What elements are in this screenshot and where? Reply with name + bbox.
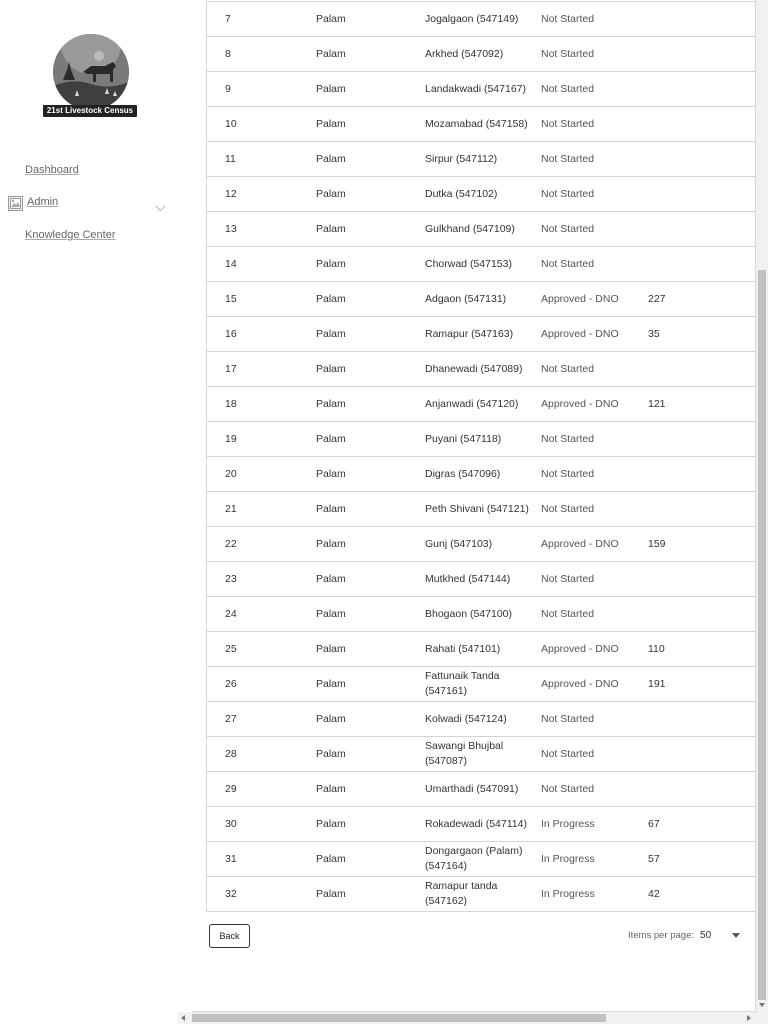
- scroll-right-arrow-icon[interactable]: [747, 1015, 751, 1021]
- row-village: Ramapur (547163): [425, 327, 514, 340]
- row-number: 26: [225, 678, 237, 690]
- row-block: Palam: [316, 293, 346, 305]
- row-number: 13: [225, 223, 237, 235]
- row-village: Dongargaon (Palam) (547164): [425, 845, 523, 872]
- row-block: Palam: [316, 188, 346, 200]
- row-status: Not Started: [541, 748, 595, 760]
- table-row: [207, 317, 756, 352]
- row-status: Approved - DNO: [541, 538, 619, 550]
- row-status: Not Started: [541, 468, 595, 480]
- row-village: Umarthadi (547091): [425, 782, 519, 795]
- row-status: Approved - DNO: [541, 328, 619, 340]
- row-block: Palam: [316, 538, 346, 550]
- table-row: [207, 387, 756, 422]
- table-row: [207, 2, 756, 37]
- row-block: Palam: [316, 748, 346, 760]
- row-block: Palam: [316, 363, 346, 375]
- row-status: Not Started: [541, 503, 595, 515]
- row-number: 17: [225, 363, 237, 375]
- row-status: Not Started: [541, 118, 595, 130]
- row-count: 121: [648, 398, 666, 410]
- row-status: Not Started: [541, 188, 595, 200]
- row-block: Palam: [316, 48, 346, 60]
- items-per-page-select[interactable]: 50: [700, 929, 712, 941]
- row-status: Not Started: [541, 153, 595, 165]
- row-number: 31: [225, 853, 237, 865]
- census-logo: [43, 34, 139, 120]
- broken-image-icon: [8, 196, 23, 211]
- row-status: Approved - DNO: [541, 398, 619, 410]
- row-number: 32: [225, 888, 237, 900]
- row-status: Not Started: [541, 713, 595, 725]
- row-number: 22: [225, 538, 237, 550]
- row-status: Not Started: [541, 433, 595, 445]
- row-count: 42: [648, 888, 660, 900]
- row-number: 24: [225, 608, 237, 620]
- row-number: 9: [225, 83, 231, 95]
- row-village: Jogalgaon (547149): [425, 12, 519, 25]
- row-count: 159: [648, 538, 666, 550]
- table-row: [207, 212, 756, 247]
- row-block: Palam: [316, 433, 346, 445]
- scroll-down-arrow-icon[interactable]: [759, 1003, 765, 1007]
- table-row: [207, 772, 756, 807]
- row-block: Palam: [316, 573, 346, 585]
- table-row: [207, 177, 756, 212]
- table-row: [207, 597, 756, 632]
- row-status: Not Started: [541, 223, 595, 235]
- row-block: Palam: [316, 818, 346, 830]
- table-row: [207, 142, 756, 177]
- row-block: Palam: [316, 118, 346, 130]
- chevron-down-icon[interactable]: [155, 199, 166, 217]
- row-block: Palam: [316, 398, 346, 410]
- row-block: Palam: [316, 678, 346, 690]
- table-row: [207, 247, 756, 282]
- row-count: 191: [648, 678, 666, 690]
- row-status: In Progress: [541, 853, 595, 865]
- row-status: Not Started: [541, 573, 595, 585]
- row-status: Not Started: [541, 608, 595, 620]
- table-row: [207, 667, 756, 702]
- row-village: Chorwad (547153): [425, 257, 512, 270]
- row-village: Peth Shivani (547121): [425, 502, 529, 515]
- row-number: 27: [225, 713, 237, 725]
- row-status: Not Started: [541, 48, 595, 60]
- row-number: 28: [225, 748, 237, 760]
- row-count: 67: [648, 818, 660, 830]
- row-village: Gunj (547103): [425, 537, 493, 550]
- row-status: Not Started: [541, 83, 595, 95]
- row-status: Not Started: [541, 363, 595, 375]
- horizontal-scroll-thumb[interactable]: [192, 1014, 606, 1022]
- row-block: Palam: [316, 608, 346, 620]
- row-block: Palam: [316, 783, 346, 795]
- livestock-emblem-icon: [53, 34, 129, 110]
- table-row: [207, 492, 756, 527]
- row-village: Bhogaon (547100): [425, 607, 512, 620]
- row-number: 30: [225, 818, 237, 830]
- village-status-table: [206, 1, 756, 912]
- table-row: [207, 527, 756, 562]
- row-number: 7: [225, 13, 231, 25]
- row-status: Not Started: [541, 13, 595, 25]
- table-row: [207, 352, 756, 387]
- row-village: Sawangi Bhujbal (547087): [425, 740, 504, 767]
- row-block: Palam: [316, 328, 346, 340]
- nav-knowledge-center[interactable]: Knowledge Center: [25, 229, 116, 241]
- logo-banner-text: 21st Livestock Census: [43, 105, 137, 117]
- row-block: Palam: [316, 223, 346, 235]
- table-row: [207, 72, 756, 107]
- row-block: Palam: [316, 83, 346, 95]
- row-block: Palam: [316, 153, 346, 165]
- table-row: [207, 37, 756, 72]
- row-village: Anjanwadi (547120): [425, 397, 519, 410]
- table-row: [207, 842, 756, 877]
- row-block: Palam: [316, 13, 346, 25]
- row-number: 8: [225, 48, 231, 60]
- row-number: 15: [225, 293, 237, 305]
- row-count: 227: [648, 293, 666, 305]
- row-status: Approved - DNO: [541, 643, 619, 655]
- nav-dashboard[interactable]: Dashboard: [25, 164, 79, 176]
- row-number: 12: [225, 188, 237, 200]
- row-village: Kolwadi (547124): [425, 712, 507, 725]
- row-village: Sirpur (547112): [425, 152, 498, 165]
- row-count: 35: [648, 328, 660, 340]
- row-status: Approved - DNO: [541, 678, 619, 690]
- row-number: 19: [225, 433, 237, 445]
- table-row: [207, 107, 756, 142]
- nav-admin[interactable]: Admin: [27, 196, 59, 208]
- paginator: [628, 927, 740, 943]
- table-row: [207, 422, 756, 457]
- main-panel: [192, 0, 756, 1012]
- vertical-scrollbar[interactable]: [756, 0, 768, 1012]
- row-village: Adgaon (547131): [425, 292, 507, 305]
- row-block: Palam: [316, 643, 346, 655]
- table-row: [207, 562, 756, 597]
- row-status: In Progress: [541, 818, 595, 830]
- items-per-page-label: Items per page:: [628, 929, 695, 941]
- table-row: [207, 877, 756, 912]
- row-village: Arkhed (547092): [425, 47, 504, 60]
- row-status: In Progress: [541, 888, 595, 900]
- row-number: 21: [225, 503, 237, 515]
- scroll-left-arrow-icon[interactable]: [181, 1015, 185, 1021]
- row-village: Dutka (547102): [425, 187, 498, 200]
- row-block: Palam: [316, 713, 346, 725]
- row-village: Rahati (547101): [425, 642, 501, 655]
- table-row: [207, 282, 756, 317]
- back-button[interactable]: Back: [209, 924, 250, 948]
- row-block: Palam: [316, 503, 346, 515]
- row-number: 23: [225, 573, 237, 585]
- table-row: [207, 457, 756, 492]
- row-number: 25: [225, 643, 237, 655]
- vertical-scroll-thumb[interactable]: [758, 270, 766, 1000]
- table-row: [207, 737, 756, 772]
- sidebar: [0, 0, 193, 1012]
- row-village: Fattunaik Tanda (547161): [425, 670, 500, 697]
- row-village: Dhanewadi (547089): [425, 362, 523, 375]
- row-number: 18: [225, 398, 237, 410]
- row-number: 20: [225, 468, 237, 480]
- row-village: Mozamabad (547158): [425, 117, 528, 130]
- row-village: Landakwadi (547167): [425, 82, 526, 95]
- row-number: 11: [225, 153, 236, 165]
- row-village: Ramapur tanda (547162): [425, 880, 498, 907]
- dropdown-arrow-icon[interactable]: [732, 933, 740, 938]
- row-village: Gulkhand (547109): [425, 222, 515, 235]
- horizontal-scrollbar[interactable]: [178, 1012, 768, 1024]
- row-block: Palam: [316, 853, 346, 865]
- row-status: Not Started: [541, 258, 595, 270]
- row-village: Digras (547096): [425, 467, 501, 480]
- row-number: 10: [225, 118, 237, 130]
- row-count: 110: [648, 643, 665, 655]
- row-village: Puyani (547118): [425, 432, 502, 445]
- table-row: [207, 632, 756, 667]
- row-status: Not Started: [541, 783, 595, 795]
- row-block: Palam: [316, 468, 346, 480]
- row-block: Palam: [316, 888, 346, 900]
- row-block: Palam: [316, 258, 346, 270]
- table-row: [207, 702, 756, 737]
- row-number: 29: [225, 783, 237, 795]
- row-number: 16: [225, 328, 237, 340]
- row-village: Mutkhed (547144): [425, 572, 511, 585]
- row-number: 14: [225, 258, 237, 270]
- table-row: [207, 807, 756, 842]
- row-count: 57: [648, 853, 660, 865]
- row-village: Rokadewadi (547114): [425, 817, 527, 830]
- row-status: Approved - DNO: [541, 293, 619, 305]
